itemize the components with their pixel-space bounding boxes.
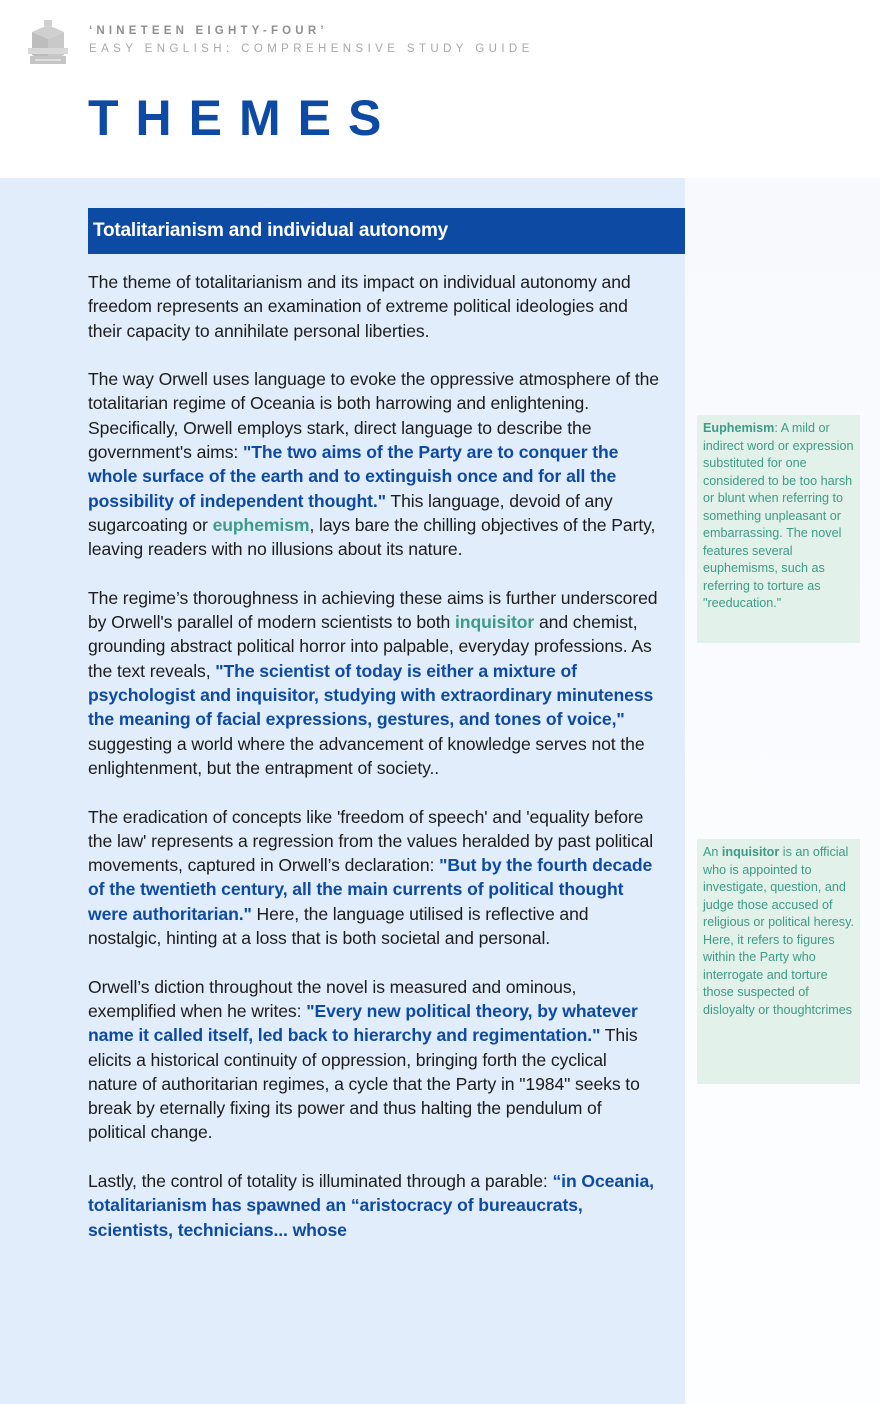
paragraph [88, 975, 660, 1145]
paragraph-text: suggesting a world where the advancement of knowledge serves not the enlightenment, but the entrapment of society.. [88, 733, 645, 778]
glossary-note-inquisitor [697, 839, 860, 1084]
quote: "But by the fourth decade of the twentieth century, all the main currents of political thought were authoritarian." [88, 855, 653, 924]
paragraph-text: Lastly, the control of totality is illuminated through a parable: [88, 1170, 553, 1191]
paragraph-text: The regime’s thoroughness in achieving these aims is further underscored by Orwell's parallel of modern scientists to both [88, 587, 658, 633]
note-term: Euphemism [703, 421, 775, 435]
quote: "Every new political theory, by whatever name it called itself, led back to hierarchy and regimentation." [88, 1000, 638, 1046]
paragraph-text: , lays bare the chilling objectives of the Party, leaving readers with no illusions about its nature. [88, 514, 656, 560]
note-text: is an official who is appointed to investigate, question, and judge those accused of religious or political heresy. Here, it refers to figures within the Party who interrogate and torture those suspected of disloyalty or thoughtcrimes [703, 845, 854, 1017]
sidebar-panel [685, 178, 880, 1404]
quote: "The two aims of the Party are to conquer the whole surface of the earth and to extinguish once and for all the possibility of independent thought." [88, 442, 619, 511]
quote: "The scientist of today is either a mixture of psychologist and inquisitor, studying with extraordinary minuteness the meaning of facial expressions, gestures, and tones of voice," [88, 660, 654, 730]
glossary-term-euphemism: euphemism [212, 514, 310, 535]
body-text [88, 270, 660, 1266]
paragraph [88, 805, 660, 951]
series-subtitle: EASY ENGLISH: COMPREHENSIVE STUDY GUIDE [89, 43, 534, 55]
quote: “in Oceania, totalitarianism has spawned an “aristocracy of bureaucrats, scientists, technicians... whose [88, 1170, 654, 1240]
note-prefix: An [703, 845, 722, 859]
series-title: ‘NINETEEN EIGHTY-FOUR’ [89, 25, 328, 37]
section-heading: Totalitarianism and individual autonomy [88, 208, 685, 254]
page-title: THEMES [88, 90, 399, 146]
paragraph [88, 1169, 660, 1242]
paragraph-text: The theme of totalitarianism and its impact on individual autonomy and freedom represents an examination of extreme political ideologies and their capacity to annihilate personal liberties. [88, 272, 631, 341]
paragraph-text: and chemist, grounding abstract political horror into palpable, everyday professions. As the text reveals, [88, 612, 652, 681]
paragraph-text: This language, devoid of any sugarcoating or [88, 490, 613, 535]
note-text: : A mild or indirect word or expression substituted for one considered to be too harsh or blunt when referring to something unpleasant or embarrassing. The novel features several euphemisms, such as referring to torture as "reeducation." [703, 421, 854, 610]
glossary-note-euphemism [697, 415, 860, 643]
paragraph-text: Here, the language utilised is reflective and nostalgic, hinting at a loss that is both societal and personal. [88, 903, 589, 949]
glossary-term-inquisitor: inquisitor [455, 612, 535, 633]
note-term: inquisitor [721, 845, 780, 859]
paragraph-text: The way Orwell uses language to evoke the oppressive atmosphere of the totalitarian regime of Oceania is both harrowing and enlightening. Specifically, Orwell employs stark, direct language to describe the government's aims: [88, 369, 659, 463]
paragraph-text: The eradication of concepts like 'freedom of speech' and 'equality before the law' represents a regression from the values heralded by past political movements, captured in Orwell’s declaration: [88, 806, 654, 876]
paragraph [88, 270, 660, 343]
paragraph [88, 586, 660, 780]
book-stack-icon [26, 18, 70, 70]
paragraph [88, 367, 660, 561]
paragraph-text: This elicits a historical continuity of oppression, bringing forth the cyclical nature of authoritarian regimes, a cycle that the Party in "1984" seeks to break by eternally fixing its power and thus halting the pendulum of political change. [88, 1025, 640, 1143]
paragraph-text: Orwell’s diction throughout the novel is measured and ominous, exemplified when he writes: [88, 976, 577, 1021]
